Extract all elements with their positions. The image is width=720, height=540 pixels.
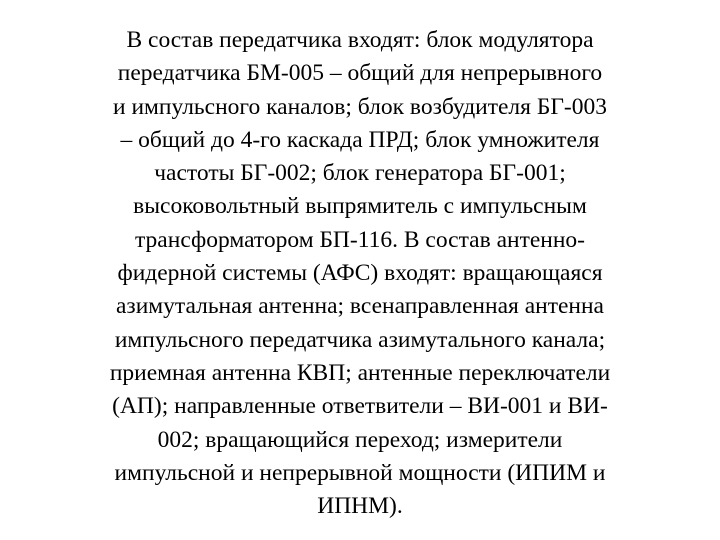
slide-body-text (0, 24, 720, 523)
text-line: импульсного передатчика азимутального канала; (114, 326, 606, 353)
text-line: 002; вращающийся переход; измерители (157, 426, 563, 453)
text-line: частоты БГ-002; блок генератора БГ-001; (154, 160, 566, 187)
text-line: высоковольтный выпрямитель с импульсным (133, 193, 587, 220)
text-line: передатчика БМ-005 – общий для непрерывного (117, 60, 603, 87)
text-line: трансформатором БП-116. В состав антенно- (135, 226, 585, 253)
text-line: импульсной и непрерывной мощности (ИПИМ и (114, 459, 606, 486)
text-line: (АП); направленные ответвители – ВИ-001 и ВИ- (112, 393, 608, 420)
text-line: и импульсного каналов; блок возбудителя БГ-003 (113, 93, 607, 120)
text-line: В состав передатчика входят: блок модулятора (126, 27, 594, 53)
text-line: азимутальная антенна; всенаправленная антенна (116, 293, 604, 320)
text-line: фидерной системы (АФС) входят: вращающаяся (117, 260, 603, 287)
text-line: – общий до 4-го каскада ПРД; блок умножителя (120, 126, 600, 153)
text-line: приемная антенна КВП; антенные переключатели (109, 359, 611, 386)
text-line: ИПНМ). (317, 493, 403, 520)
